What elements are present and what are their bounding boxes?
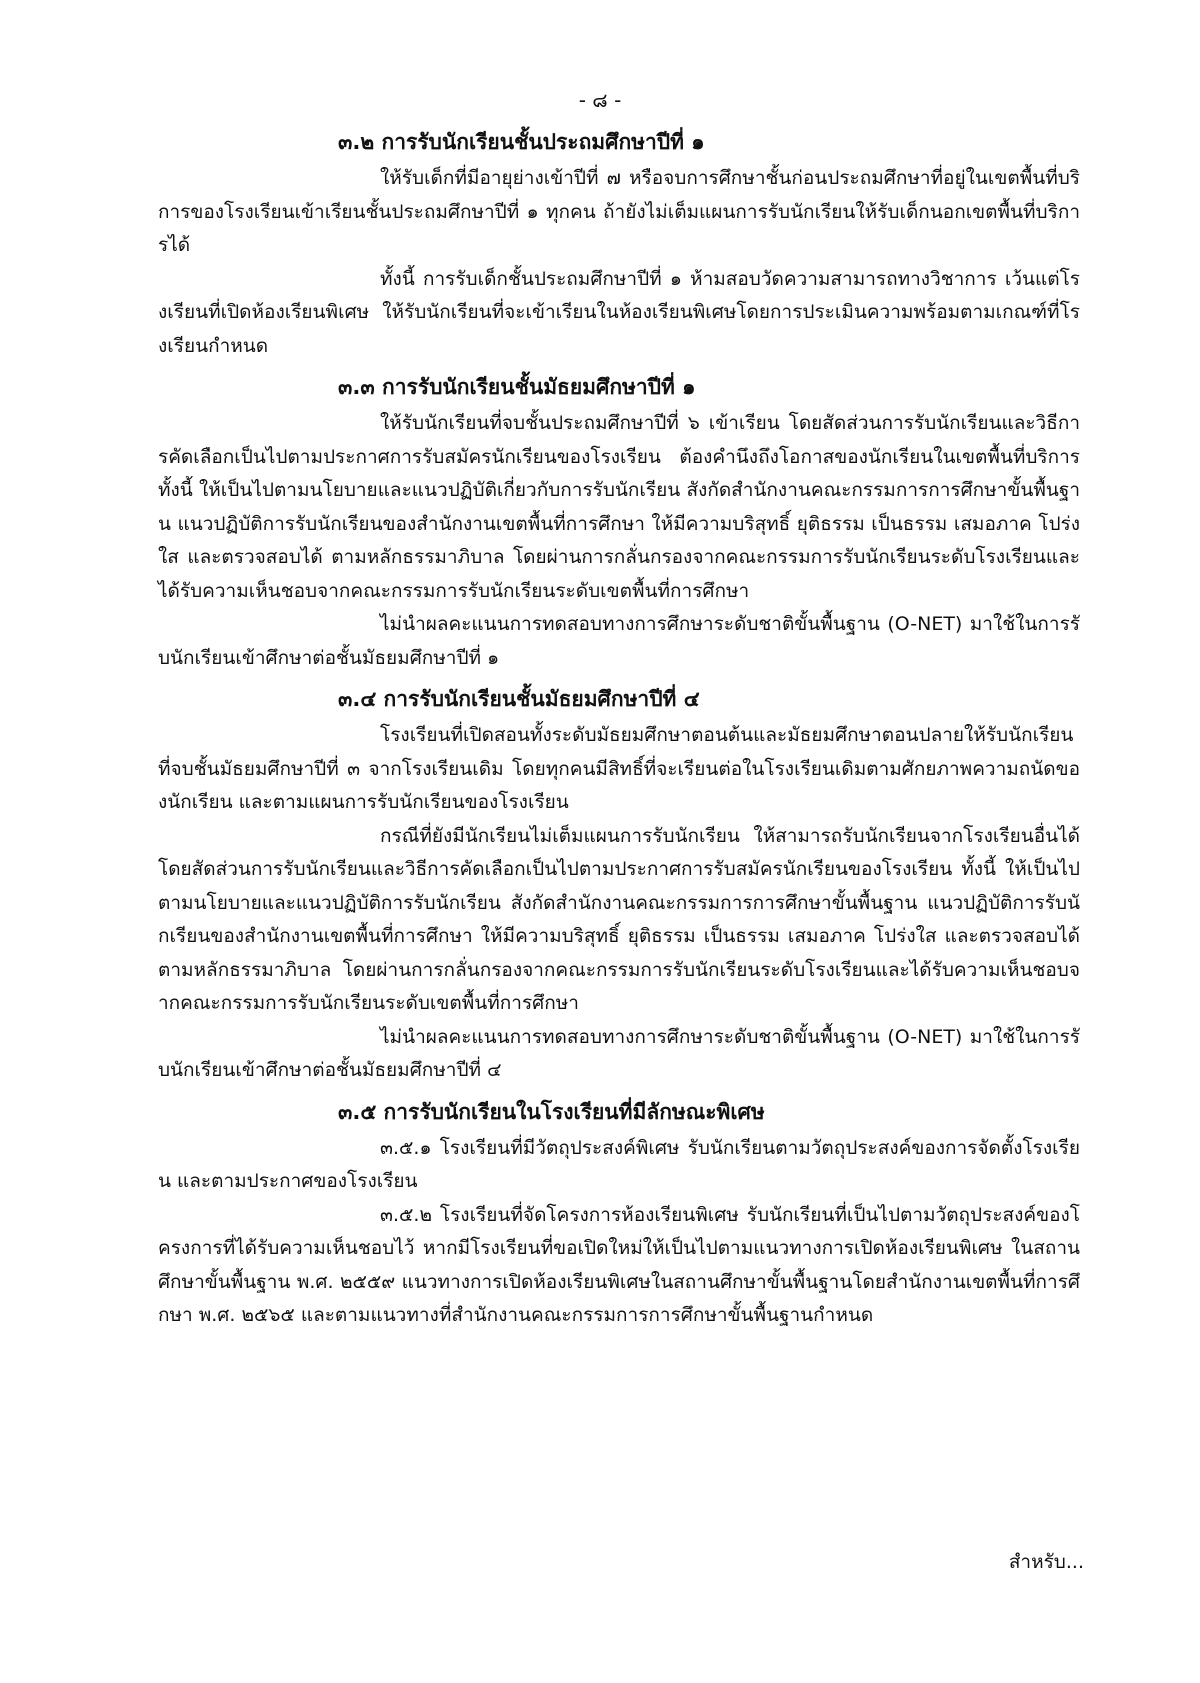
- paragraph: ๓.๕.๑ โรงเรียนที่มีวัตถุประสงค์พิเศษ รับนักเรียนตามวัตถุประสงค์ของการจัดตั้งโรงเรียน และตามประกาศของโรงเรียน: [158, 1136, 1080, 1192]
- paragraph: ให้รับเด็กที่มีอายุย่างเข้าปีที่ ๗ หรือจบการศึกษาชั้นก่อนประถมศึกษาที่อยู่ในเขตพื้นที่บริการของโรงเรียนเข้าเรียนชั้นประถมศึกษาปีที่ ๑ ทุกคน ถ้ายังไม่เต็มแผนการรับนักเรียนให้รับเด็กนอกเขตพื้นที่บริการได้: [158, 167, 1080, 256]
- section-3-4: [158, 683, 1080, 1088]
- section-heading: ๓.๓ การรับนักเรียนชั้นมัธยมศึกษาปีที่ ๑: [338, 375, 696, 399]
- paragraph: กรณีที่ยังมีนักเรียนไม่เต็มแผนการรับนักเรียน ให้สามารถรับนักเรียนจากโรงเรียนอื่นได้ โดยสัดส่วนการรับนักเรียนและวิธีการคัดเลือกเป็นไปตามประกาศการรับสมัครนักเรียนของโรงเรียน ทั้งนี้ ให้เป็นไปตามนโยบายและแนวปฏิบัติการรับนักเรียน สังกัดสำนักงานคณะกรรมการการศึกษาขั้นพื้นฐาน แนวปฏิบัติการรับนักเรียนของสำนักงานเขตพื้นที่การศึกษา ให้มีความบริสุทธิ์ ยุติธรรม เป็นธรรม เสมอภาค โปร่งใส และตรวจสอบได้ ตามหลักธรรมาภิบาล โดยผ่านการกลั่นกรองจากคณะกรรมการรับนักเรียนระดับโรงเรียนและได้รับความเห็นชอบจากคณะกรรมการรับนักเรียนระดับเขตพื้นที่การศึกษา: [158, 824, 1080, 1014]
- section-3-5: [158, 1096, 1080, 1333]
- paragraph: ให้รับนักเรียนที่จบชั้นประถมศึกษาปีที่ ๖ เข้าเรียน โดยสัดส่วนการรับนักเรียนและวิธีการคัดเลือกเป็นไปตามประกาศการรับสมัครนักเรียนของโรงเรียน ต้องคำนึงถึงโอกาสของนักเรียนในเขตพื้นที่บริการ ทั้งนี้ ให้เป็นไปตามนโยบายและแนวปฏิบัติเกี่ยวกับการรับนักเรียน สังกัดสำนักงานคณะกรรมการการศึกษาขั้นพื้นฐาน แนวปฏิบัติการรับนักเรียนของสำนักงานเขตพื้นที่การศึกษา ให้มีความบริสุทธิ์ ยุติธรรม เป็นธรรม เสมอภาค โปร่งใส และตรวจสอบได้ ตามหลักธรรมาภิบาล โดยผ่านการกลั่นกรองจากคณะกรรมการรับนักเรียนระดับโรงเรียนและได้รับความเห็นชอบจากคณะกรรมการรับนักเรียนระดับเขตพื้นที่การศึกษา: [158, 412, 1080, 602]
- paragraph: ๓.๕.๒ โรงเรียนที่จัดโครงการห้องเรียนพิเศษ รับนักเรียนที่เป็นไปตามวัตถุประสงค์ของโครงการที่ได้รับความเห็นชอบไว้ หากมีโรงเรียนที่ขอเปิดใหม่ให้เป็นไปตามแนวทางการเปิดห้องเรียนพิเศษ ในสถานศึกษาขั้นพื้นฐาน พ.ศ. ๒๕๕๙ แนวทางการเปิดห้องเรียนพิเศษในสถานศึกษาขั้นพื้นฐานโดยสำนักงานเขตพื้นที่การศึกษา พ.ศ. ๒๕๖๕ และตามแนวทางที่สำนักงานคณะกรรมการการศึกษาขั้นพื้นฐานกำหนด: [158, 1203, 1080, 1326]
- document-body: [158, 126, 1080, 1341]
- section-heading: ๓.๒ การรับนักเรียนชั้นประถมศึกษาปีที่ ๑: [338, 130, 705, 154]
- section-3-2: [158, 126, 1080, 363]
- paragraph: โรงเรียนที่เปิดสอนทั้งระดับมัธยมศึกษาตอนต้นและมัธยมศึกษาตอนปลายให้รับนักเรียนที่จบชั้นมัธยมศึกษาปีที่ ๓ จากโรงเรียนเดิม โดยทุกคนมีสิทธิ์ที่จะเรียนต่อในโรงเรียนเดิมตามศักยภาพความถนัดของนักเรียน และตามแผนการรับนักเรียนของโรงเรียน: [158, 724, 1080, 813]
- paragraph: ไม่นำผลคะแนนการทดสอบทางการศึกษาระดับชาติขั้นพื้นฐาน (O-NET) มาใช้ในการรับนักเรียนเข้าศึกษาต่อชั้นมัธยมศึกษาปีที่ ๔: [158, 1025, 1080, 1081]
- section-heading: ๓.๔ การรับนักเรียนชั้นมัธยมศึกษาปีที่ ๔: [338, 687, 700, 711]
- section-heading: ๓.๕ การรับนักเรียนในโรงเรียนที่มีลักษณะพิเศษ: [338, 1099, 765, 1124]
- paragraph: ไม่นำผลคะแนนการทดสอบทางการศึกษาระดับชาติขั้นพื้นฐาน (O-NET) มาใช้ในการรับนักเรียนเข้าศึกษาต่อชั้นมัธยมศึกษาปีที่ ๑: [158, 613, 1080, 669]
- paragraph: ทั้งนี้ การรับเด็กชั้นประถมศึกษาปีที่ ๑ ห้ามสอบวัดความสามารถทางวิชาการ เว้นแต่โรงเรียนที่เปิดห้องเรียนพิเศษ ให้รับนักเรียนที่จะเข้าเรียนในห้องเรียนพิเศษโดยการประเมินความพร้อมตามเกณฑ์ที่โรงเรียนกำหนด: [158, 267, 1080, 357]
- page-number: - ๘ -: [578, 88, 622, 112]
- continuation-word: สำหรับ...: [1008, 1551, 1084, 1573]
- section-3-3: [158, 371, 1080, 675]
